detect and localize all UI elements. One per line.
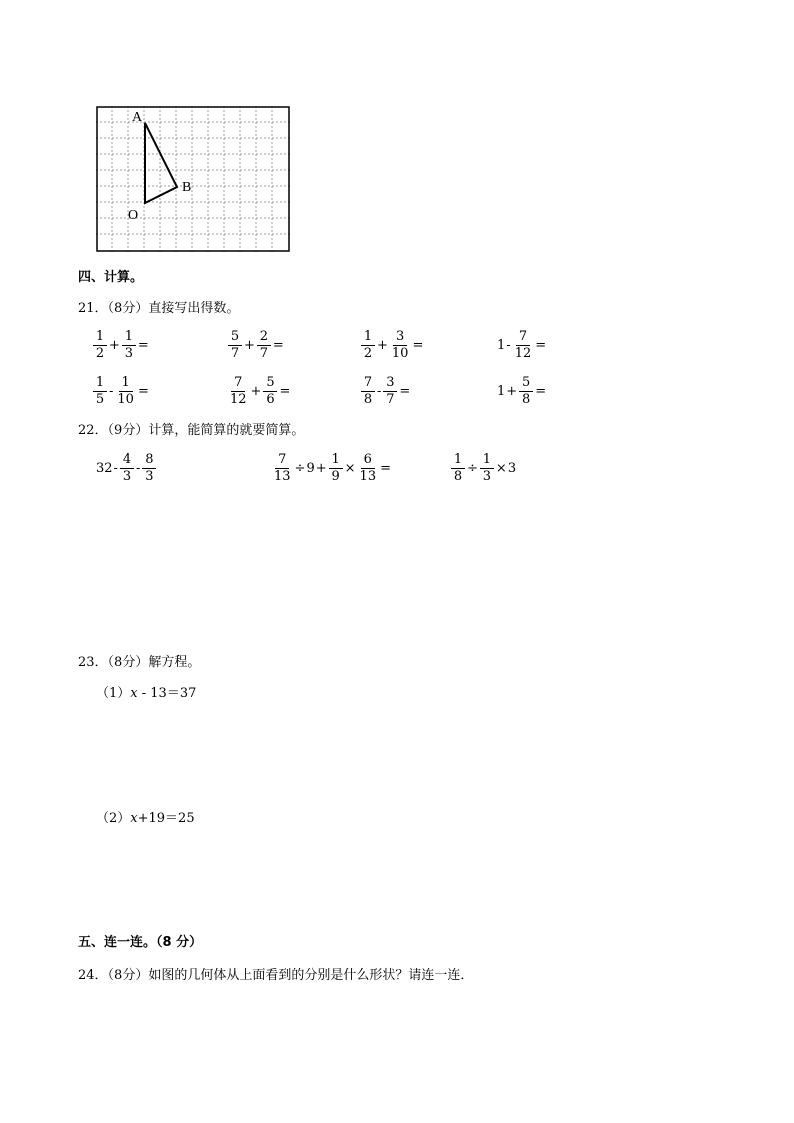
fraction: $\frac{1}{2}$	[361, 330, 375, 361]
q21-item-6: $\frac{7}{12}$ + $\frac{5}{6}$ =	[230, 375, 291, 407]
grid-figure	[96, 106, 292, 254]
fraction: $\frac{2}{7}$	[257, 330, 271, 361]
q21-item-8: 1 + $\frac{5}{8}$ =	[497, 375, 547, 407]
q21-item-7: $\frac{7}{8}$ - $\frac{3}{7}$ =	[360, 376, 411, 407]
q21-item-1: $\frac{1}{2}$ + $\frac{1}{3}$ =	[92, 330, 150, 361]
fraction: $\frac{7}{8}$	[361, 376, 375, 407]
section-5-title: 五、连一连。（8 分）	[78, 935, 203, 950]
q24-header: 24．（8分）如图的几何体从上面看到的分别是什么形状？请连一连．	[78, 968, 474, 983]
q21-item-5: $\frac{1}{5}$ - $\frac{1}{10}$ =	[92, 376, 150, 407]
fraction: $\frac{1}{10}$	[117, 375, 134, 407]
fraction: $\frac{3}{7}$	[383, 376, 397, 407]
fraction: $\frac{8}{3}$	[142, 453, 156, 484]
fraction: $\frac{1}{5}$	[93, 376, 107, 407]
fraction: $\frac{5}{7}$	[228, 330, 242, 361]
grid-lines	[96, 106, 290, 252]
fraction: $\frac{7}{12}$	[230, 375, 247, 407]
fraction: $\frac{1}{3}$	[480, 453, 494, 484]
triangle-aob	[145, 123, 177, 203]
section-4-title: 四、计算。	[78, 270, 144, 285]
q22-expr-3: $\frac{1}{8}$ ÷ $\frac{1}{3}$ × 3	[450, 453, 516, 484]
q21-item-3: $\frac{1}{2}$ + $\frac{3}{10}$ =	[360, 330, 424, 361]
fraction: $\frac{1}{8}$	[451, 453, 465, 484]
grid-border	[97, 107, 289, 251]
fraction: $\frac{7}{13}$	[274, 452, 291, 484]
fraction: $\frac{1}{3}$	[122, 330, 136, 361]
point-label-a: A	[132, 110, 143, 125]
point-label-o: O	[128, 208, 139, 223]
q21-item-4: 1 - $\frac{7}{12}$ =	[497, 329, 547, 361]
q23-equation-2: （2）x+19＝25	[96, 811, 195, 826]
q22-expr-1: 32 - $\frac{4}{3}$ - $\frac{8}{3}$	[96, 453, 157, 484]
fraction: $\frac{5}{8}$	[519, 376, 533, 407]
q23-equation-1: （1）x - 13＝37	[96, 686, 197, 701]
q22-header: 22．（9分）计算，能简算的就要简算。	[78, 423, 305, 438]
q21-header: 21．（8分）直接写出得数。	[78, 301, 240, 316]
fraction: $\frac{5}{6}$	[263, 376, 277, 407]
q21-item-2: $\frac{5}{7}$ + $\frac{2}{7}$ =	[227, 330, 285, 361]
fraction: $\frac{4}{3}$	[120, 453, 134, 484]
fraction: $\frac{1}{9}$	[329, 453, 343, 484]
fraction: $\frac{1}{2}$	[93, 330, 107, 361]
q22-expr-2: $\frac{7}{13}$ ÷ 9 + $\frac{1}{9}$ × $\frac{6}{13}$ =	[274, 452, 391, 484]
q23-header: 23．（8分）解方程。	[78, 655, 201, 670]
fraction: $\frac{3}{10}$	[391, 329, 409, 361]
fraction: $\frac{7}{12}$	[514, 329, 532, 361]
point-label-b: B	[182, 180, 192, 195]
fraction: $\frac{6}{13}$	[359, 452, 377, 484]
